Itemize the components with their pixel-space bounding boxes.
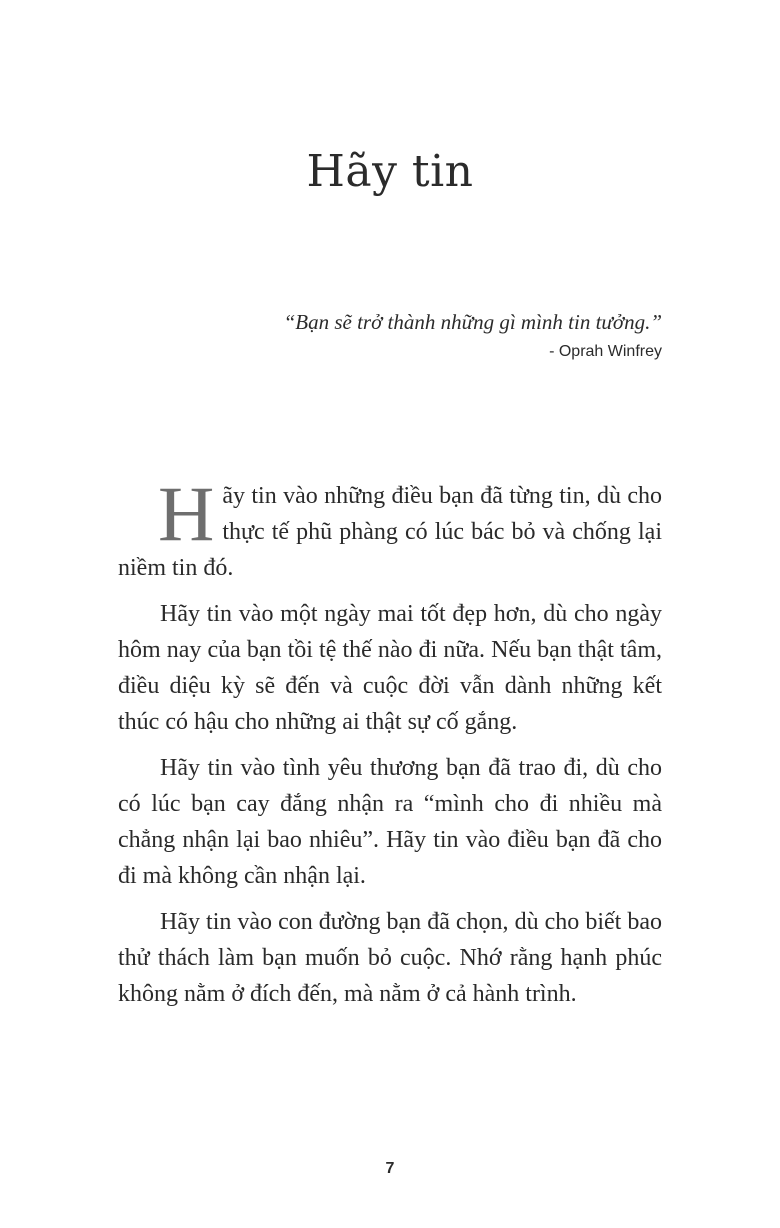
paragraph-1	[118, 470, 662, 586]
paragraph-1-text: ãy tin vào những điều bạn đã từng tin, dù cho thực tế phũ phàng có lúc bác bỏ và chống lại niềm tin đó.	[118, 483, 662, 581]
drop-cap: H	[158, 470, 215, 557]
paragraph-3: Hãy tin vào tình yêu thương bạn đã trao đi, dù cho có lúc bạn cay đắng nhận ra “mình cho đi nhiều mà chẳng nhận lại bao nhiêu”. Hãy tin vào điều bạn đã cho đi mà không cần nhận lại.	[118, 755, 662, 889]
epigraph-quote: “Bạn sẽ trở thành những gì mình tin tưởng.”	[283, 310, 662, 334]
page-number: 7	[385, 1160, 395, 1177]
paragraph-2: Hãy tin vào một ngày mai tốt đẹp hơn, dù cho ngày hôm nay của bạn tồi tệ thế nào đi nữa. Nếu bạn thật tâm, điều diệu kỳ sẽ đến và cuộc đời vẫn dành những kết thúc có hậu cho những ai thật sự cố gắng.	[118, 601, 662, 735]
epigraph	[142, 306, 662, 364]
chapter-title: Hãy tin	[306, 146, 474, 197]
body-text	[118, 470, 662, 1022]
epigraph-attribution: - Oprah Winfrey	[549, 343, 662, 360]
paragraph-4: Hãy tin vào con đường bạn đã chọn, dù cho biết bao thử thách làm bạn muốn bỏ cuộc. Nhớ rằng hạnh phúc không nằm ở đích đến, mà nằm ở cả hành trình.	[118, 909, 662, 1007]
